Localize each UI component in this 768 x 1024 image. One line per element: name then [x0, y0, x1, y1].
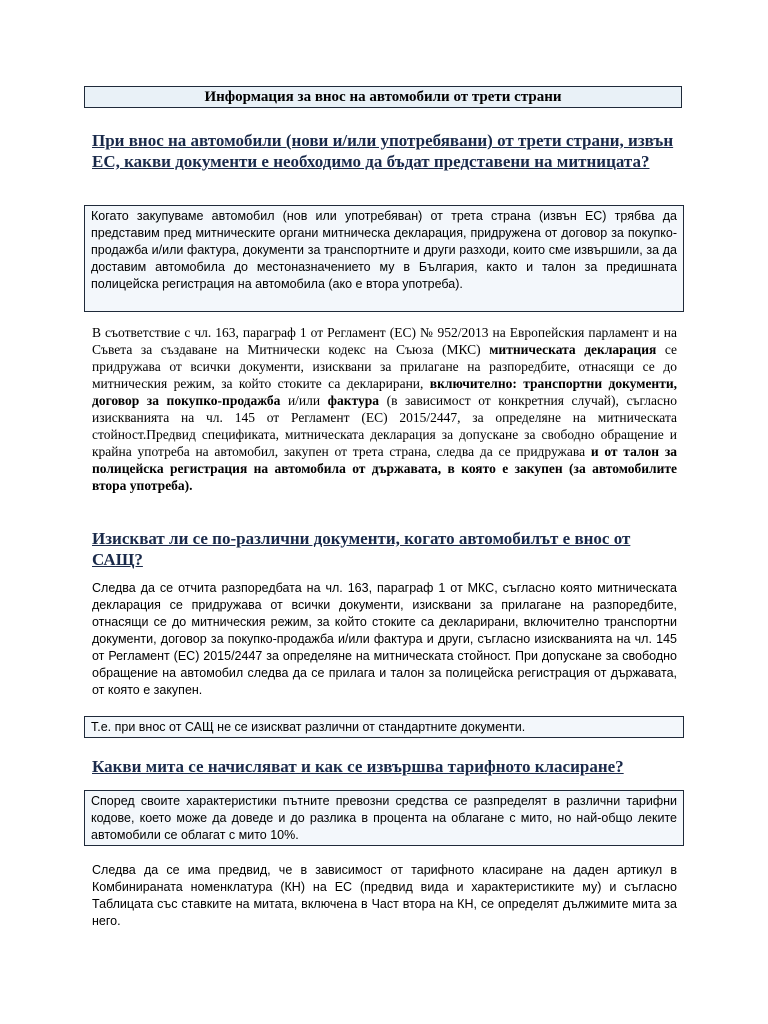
- paragraph-text: (в зависимост от конкретния случай), съгласно изискванията на чл. 145 от Регламент (ЕС) 2015/2447, за определяне на митническата стойност.Предвид спецификата, митническата декларация за допускане за свободно обращение и крайна употреба на автомобил, закупен от трета страна, следва да се придружава: [92, 393, 677, 459]
- paragraph-text: В съответствие с чл. 163, параграф 1 от Регламент (ЕС) № 952/2013 на Европейския парламент и на Съвета за създаване на Митнически кодекс на Съюза (МКС): [92, 325, 677, 357]
- info-box-documents: Когато закупуваме автомобил (нов или употребяван) от трета страна (извън ЕС) трябва да представим пред митническите органи митническа декларация, придружена от договор за покупко-продажба и/или фактура, документи за транспортните и други разходи, които сме извършили, за да доставим автомобила до местоназначението му в България, както и талон за предишната полицейска регистрация на автомобила (ако е втора употреба).: [84, 205, 684, 312]
- info-box-duties: Според своите характеристики пътните превозни средства се разпределят в различни тарифни кодове, което може да доведе и до разлика в процента на облагане с мито, но най-общо леките автомобили се облагат с мито 10%.: [84, 790, 684, 846]
- paragraph-regulation: [92, 324, 677, 494]
- info-box-usa: Т.е. при внос от САЩ не се изискват различни от стандартните документи.: [84, 716, 684, 738]
- section-heading-duties: Какви мита се начисляват и как се извършва тарифното класиране?: [92, 757, 624, 776]
- paragraph-bold: и от талон за полицейска регистрация на автомобила от държавата, в която е закупен (за автомобилите втора употреба).: [92, 444, 677, 493]
- paragraph-bold: митническата декларация: [489, 342, 657, 357]
- document-title: Информация за внос на автомобили от трети страни: [84, 86, 682, 108]
- paragraph-usa: Следва да се отчита разпоредбата на чл. 163, параграф 1 от МКС, съгласно която митническата декларация се придружава от всички документи, изисквани за прилагане на разпоредбите, отнасящи се до митническия режим, за който стоките са декларирани, включително транспортни документи, договор за покупко-продажба и/или фактура и други, съгласно изискванията на чл. 145 от Регламент (ЕС) 2015/2447 за определяне на митническата стойност. При допускане за свободно обращение на автомобил следва да се прилага и талон за полицейска регистрация от държавата, от която е закупен.: [92, 581, 677, 697]
- paragraph-text: се придружава от всички документи, изисквани за прилагане на разпоредбите, отнасящи се до митническия режим, за който стоките са декларирани,: [92, 342, 677, 391]
- section-heading-usa: Изискват ли се по-различни документи, когато автомобилът е внос от САЩ?: [92, 529, 631, 569]
- paragraph-tariff: Следва да се има предвид, че в зависимост от тарифното класиране на даден артикул в Комбинираната номенклатура (КН) на ЕС (предвид вида и характеристиките му) и съгласно Таблицата със ставките на митата, включена в Част втора на КН, се определят дължимите мита за него.: [92, 863, 677, 928]
- section-heading-documents: При внос на автомобили (нови и/или употребявани) от трети страни, извън ЕС, какви документи е необходимо да бъдат представени на митницата?: [92, 131, 674, 171]
- paragraph-text: и/или: [280, 393, 328, 408]
- paragraph-bold: включително: транспортни документи, договор за покупко-продажба: [92, 376, 677, 408]
- paragraph-bold: фактура: [327, 393, 380, 408]
